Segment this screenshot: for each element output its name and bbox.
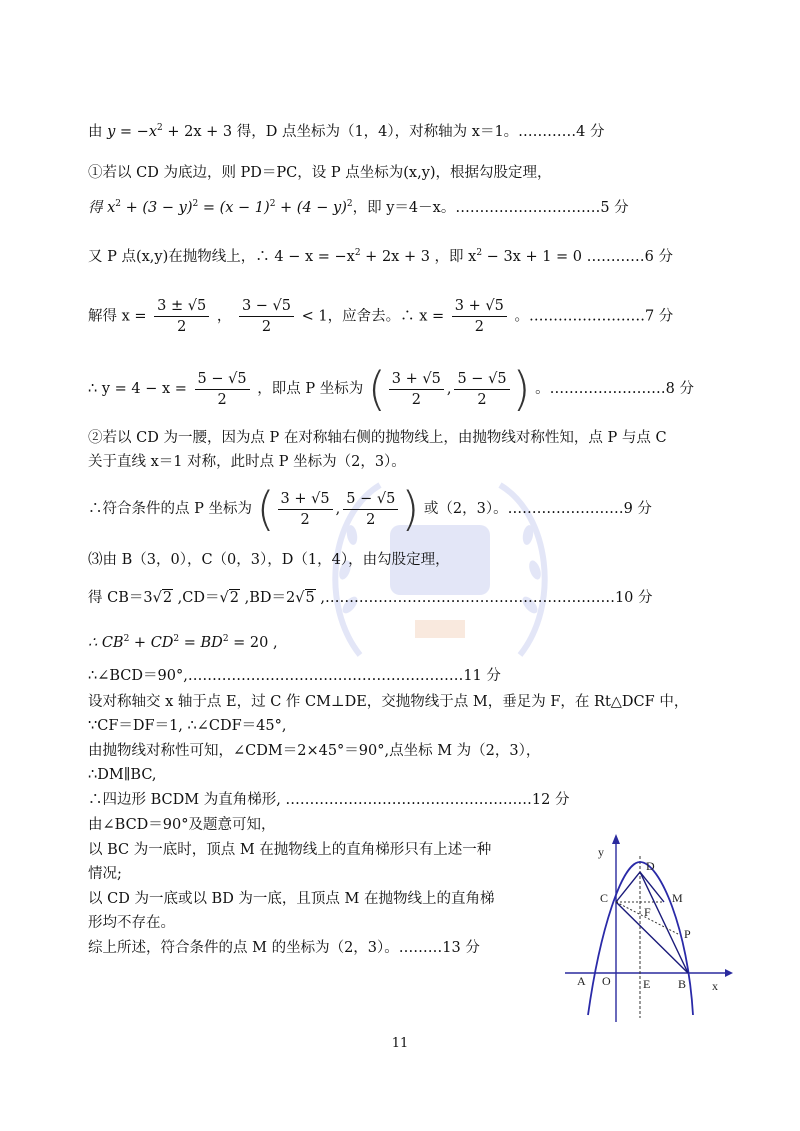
solution-line-18: ∴四边形 BCDM 为直角梯形, ……………………………………………12 分 [88,792,570,808]
solution-line-12: ∴ $CB^2 + CD^2 = BD^2 = 20$ , [88,634,278,651]
fraction: $\frac{3 + √5}{2}$ [278,489,333,530]
label-o: O [602,974,611,988]
label-c: C [600,891,609,905]
solution-line-23: 形均不存在。 [88,915,175,931]
label-e: E [643,977,651,991]
solution-line-3: 得 $x^2 + (3 - y)^2 = (x - 1)^2 + (4 - y)^2$，即 y＝4－x。…………………………5 分 [88,199,629,216]
solution-line-1: 由 $y = -x^2 + 2x + 3$ 得，D 点坐标为（1，4），对称轴为 x＝1。…………4 分 [88,123,605,140]
solution-line-22: 以 CD 为一底或以 BD 为一底，且顶点 M 在抛物线上的直角梯 [88,891,495,907]
solution-line-15: ∵CF＝DF＝1, ∴∠CDF＝45°, [88,718,287,734]
solution-line-2: ①若以 CD 为底边，则 PD＝PC，设 P 点坐标为(x,y)，根据勾股定理， [88,165,552,181]
segment-cb [616,902,688,973]
label-d: D [646,859,655,873]
solution-line-19: 由∠BCD＝90°及题意可知， [88,817,276,833]
y-axis-arrow [612,834,620,844]
fraction: $\frac{3 \pm √5}{2}$ [154,296,209,337]
label-p: P [684,927,691,941]
solution-line-10: ⑶由 B（3，0），C（0，3），D（1，4），由勾股定理， [88,552,450,568]
solution-line-8: 关于直线 x＝1 对称，此时点 P 坐标为（2，3）。 [88,454,406,470]
solution-line-13: ∴∠BCD＝90°,…………………………………………………11 分 [88,668,501,684]
solution-line-6: ∴ y = 4 − x = $\frac{5 - √5}{2}$ ，即点 P 坐标为 ( $\frac{3 + √5}{2}$ , $\frac{5 - √5}{2}$ ) 。……………………8 分 [88,362,694,416]
solution-line-21: 情况; [88,866,122,882]
solution-line-16: 由抛物线对称性可知，∠CDM＝2×45°＝90°,点坐标 M 为（2，3）， [88,743,541,759]
solution-line-20: 以 BC 为一底时，顶点 M 在抛物线上的直角梯形只有上述一种 [88,842,492,858]
solution-line-11: 得 CB＝3√2 ,CD＝√2 ,BD＝2√5 ,……………………………………………………10 分 [88,590,653,606]
fraction: $\frac{3 + √5}{2}$ [389,369,444,410]
parabola-diagram [560,830,735,1025]
solution-line-24: 综上所述，符合条件的点 M 的坐标为（2，3）。………13 分 [88,940,480,956]
label-y: y [598,845,604,859]
fraction: $\frac{5 - √5}{2}$ [454,369,509,410]
label-b: B [678,977,687,991]
x-axis-arrow [725,969,733,977]
label-x: x [712,979,718,993]
page-number: 11 [391,1036,409,1051]
fraction: $\frac{5 - √5}{2}$ [343,489,398,530]
label-a: A [577,974,586,988]
fraction: $\frac{5 - √5}{2}$ [195,369,250,410]
label-f: F [644,905,651,919]
solution-line-9: ∴符合条件的点 P 坐标为 ( $\frac{3 + √5}{2}$ , $\frac{5 - √5}{2}$ ) 或（2，3）。……………………9 分 [88,482,652,536]
label-m: M [672,891,683,905]
fraction: $\frac{3 + √5}{2}$ [452,296,507,337]
fraction: $\frac{3 - √5}{2}$ [239,296,294,337]
solution-line-4: 又 P 点(x,y)在抛物线上，∴ $4 - x = -x^2 + 2x + 3$ ，即 $x^2 - 3x + 1 = 0$ …………6 分 [88,248,673,265]
solution-line-5: 解得 x = $\frac{3 \pm √5}{2}$ ， $\frac{3 - √5}{2}$ < 1，应舍去。∴ x = $\frac{3 + √5}{2}$ 。……………………7 分 [88,298,674,335]
solution-line-14: 设对称轴交 x 轴于点 E，过 C 作 CM⊥DE，交抛物线于点 M，垂足为 F，在 Rt△DCF 中， [88,694,689,710]
solution-line-7: ②若以 CD 为一腰，因为点 P 在对称轴右侧的抛物线上，由抛物线对称性知，点 P 与点 C [88,430,667,446]
solution-line-17: ∴DM∥BC, [88,767,157,783]
